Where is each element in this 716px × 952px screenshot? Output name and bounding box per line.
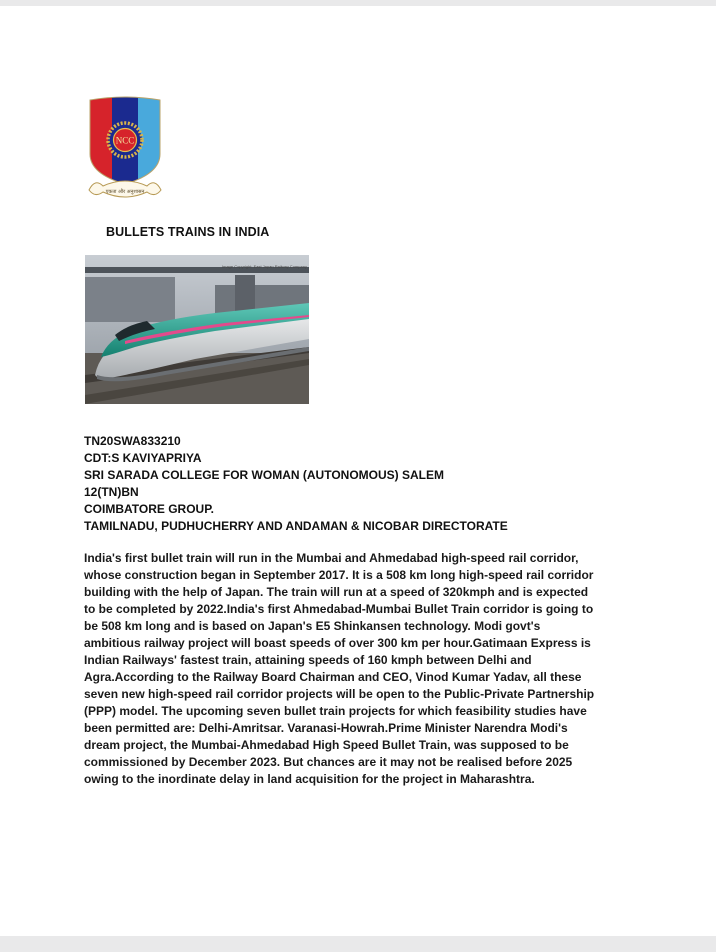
info-line: CDT:S KAVIYAPRIYA [84,450,202,465]
info-line: TN20SWA833210 [84,434,181,448]
body-line: seven new high-speed rail corridor projects will be open to the Public-Private Partnership [84,687,595,701]
body-line: ambitious railway project will boast speeds of over 300 km per hour.Gatimaan Express is [84,636,591,650]
body-line: India's first bullet train will run in the Mumbai and Ahmedabad high-speed rail corridor, [84,551,579,565]
body-line: been permitted are: Delhi-Amritsar. Varanasi-Howrah.Prime Minister Narendra Modi's [84,721,568,735]
body-line: (PPP) model. The upcoming seven bullet train projects for which feasibility studies have [84,704,587,718]
page-title: BULLETS TRAINS IN INDIA [106,225,270,239]
info-line: 12(TN)BN [84,484,139,499]
ncc-logo [85,92,165,207]
bullet-train-photo [85,255,309,404]
ncc-badge-text: NCC [115,135,135,146]
body-line: Agra.According to the Railway Board Chairman and CEO, Vinod Kumar Yadav, all these [84,670,582,684]
body-line: owing to the inordinate delay in land acquisition for the project in Maharashtra. [84,772,535,786]
body-line: be 508 km long and is based on Japan's E5 Shinkansen technology. Modi govt's [84,619,541,633]
body-line: whose construction began in September 2017. It is a 508 km long high-speed rail corridor [84,568,594,582]
body-line: dream project, the Mumbai-Ahmedabad High Speed Bullet Train, was supposed to be [84,738,569,752]
motto-ribbon-text: एकता और अनुशासन [105,189,145,195]
body-line: to be completed by 2022.India's first Ahmedabad-Mumbai Bullet Train corridor is going to [84,602,594,616]
cadet-info [84,433,508,534]
info-line: COIMBATORE GROUP. [84,501,215,516]
info-line: TAMILNADU, PUDHUCHERRY AND ANDAMAN & NICOBAR DIRECTORATE [84,518,508,533]
body-line: building with the help of Japan. The train will run at a speed of 320kmph and is expected [84,585,589,599]
photo-caption: Image Copyright: East Japan Railway Company [222,264,307,269]
body-line: commissioned by December 2023. But chances are it may not be realised before 2025 [84,755,573,769]
document-page [0,6,716,936]
body-line: Indian Railways' fastest train, attaining speeds of 160 kmph between Delhi and [84,653,532,667]
info-line: SRI SARADA COLLEGE FOR WOMAN (AUTONOMOUS) SALEM [84,467,444,482]
article-body [84,550,636,788]
